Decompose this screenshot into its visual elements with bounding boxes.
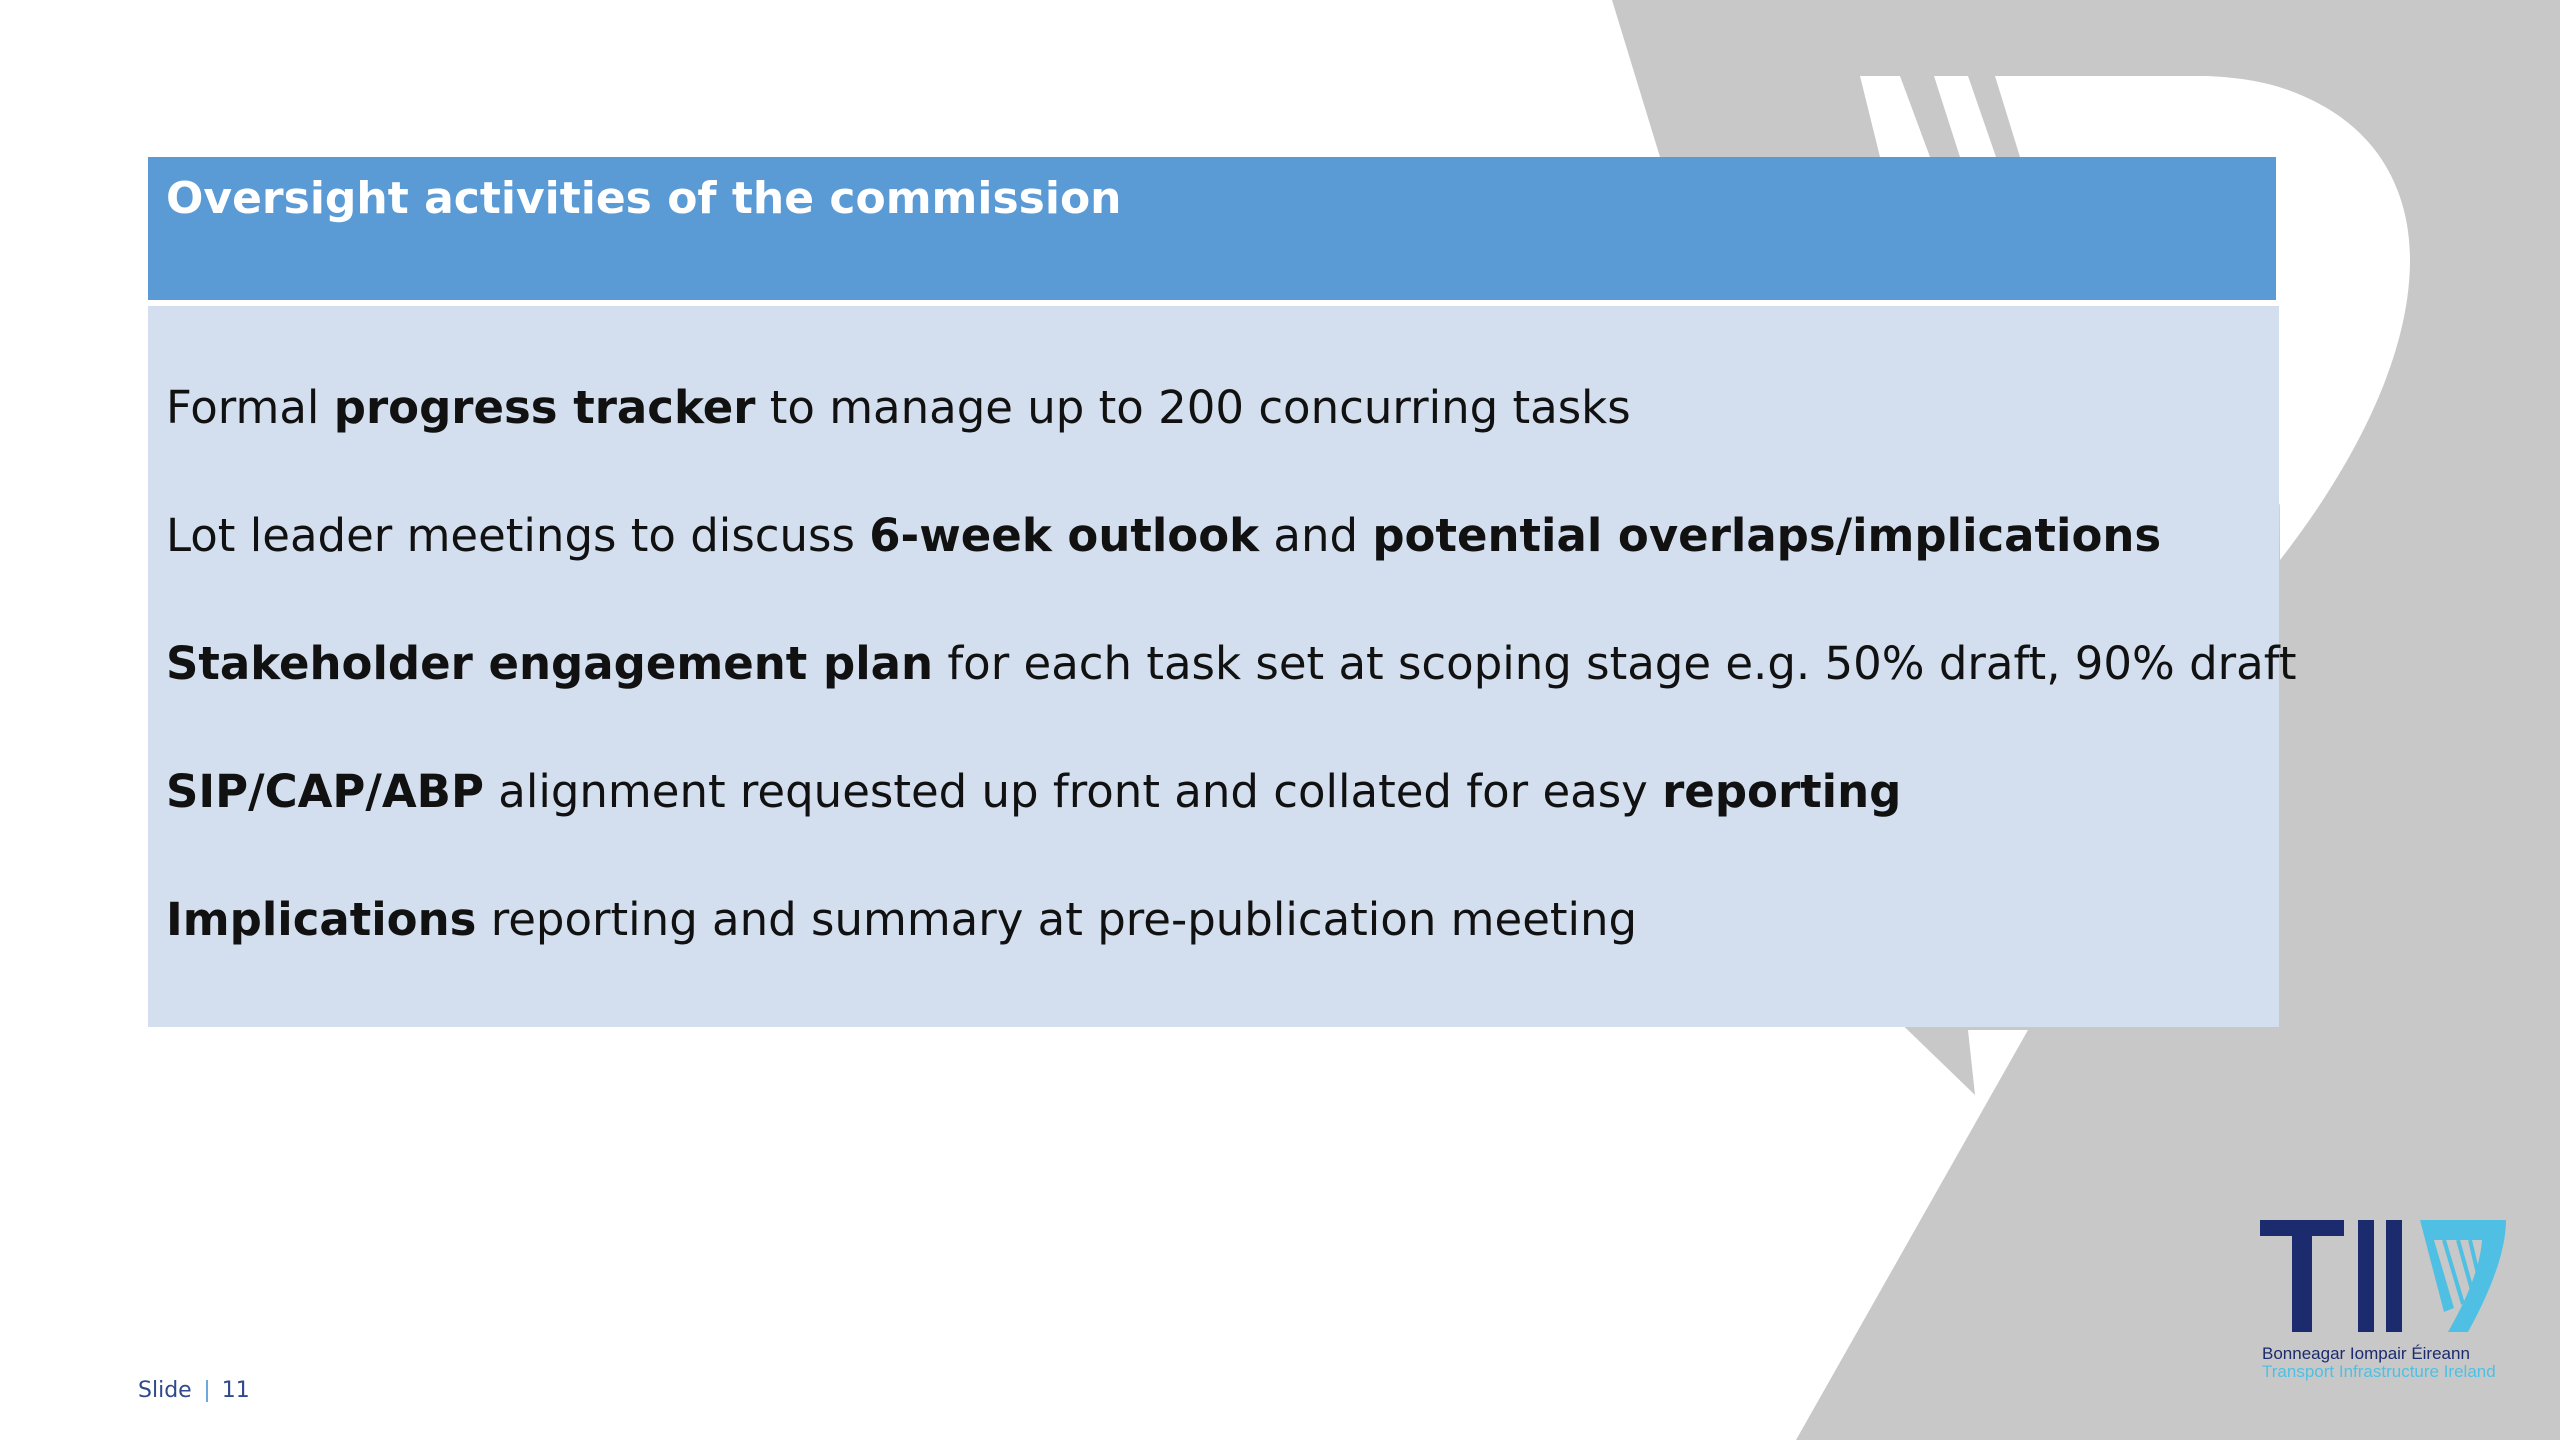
title-header — [148, 157, 2276, 300]
bullet-bold-text: progress tracker — [333, 381, 756, 434]
logo-harp — [2420, 1220, 2506, 1332]
bullet-bold-text: reporting — [1662, 765, 1902, 818]
bullet-text: alignment requested up front and collated for easy — [483, 765, 1663, 818]
bullet-item — [166, 892, 2261, 948]
bullet-bold-text: 6-week outlook — [869, 509, 1260, 562]
bullet-bold-text: SIP/CAP/ABP — [166, 765, 484, 818]
bullet-bold-text: Stakeholder engagement plan — [166, 637, 934, 690]
logo-letter-i1 — [2358, 1220, 2374, 1332]
logo-letter-t-stem — [2292, 1220, 2312, 1332]
bullet-text: Formal — [166, 381, 334, 434]
bullet-text: for each task set at scoping stage e.g. 50% draft, 90% draft — [933, 637, 2297, 690]
slide-title: Oversight activities of the commission — [166, 173, 1122, 224]
bullet-text: to manage up to 200 concurring tasks — [755, 381, 1631, 434]
logo-text-irish: Bonneagar Iompair Éireann — [2262, 1344, 2470, 1363]
content-box — [148, 306, 2297, 1027]
bullet-text: reporting and summary at pre-publication meeting — [476, 893, 1638, 946]
bullet-item — [166, 380, 2261, 436]
bullet-text: Lot leader meetings to discuss — [166, 509, 870, 562]
logo-text-english: Transport Infrastructure Ireland — [2262, 1362, 2496, 1381]
slide-label: Slide — [138, 1378, 192, 1403]
bullet-item — [166, 636, 2297, 692]
slide-footer — [138, 1378, 250, 1403]
slide-number: 11 — [221, 1378, 250, 1403]
bullet-bold-text: potential overlaps/implications — [1372, 509, 2162, 562]
bullet-text: and — [1259, 509, 1373, 562]
footer-divider — [206, 1380, 208, 1402]
bullet-bold-text: Implications — [166, 893, 477, 946]
bullet-item — [166, 508, 2261, 564]
bullet-item — [166, 764, 2261, 820]
logo-letter-i2 — [2386, 1220, 2402, 1332]
